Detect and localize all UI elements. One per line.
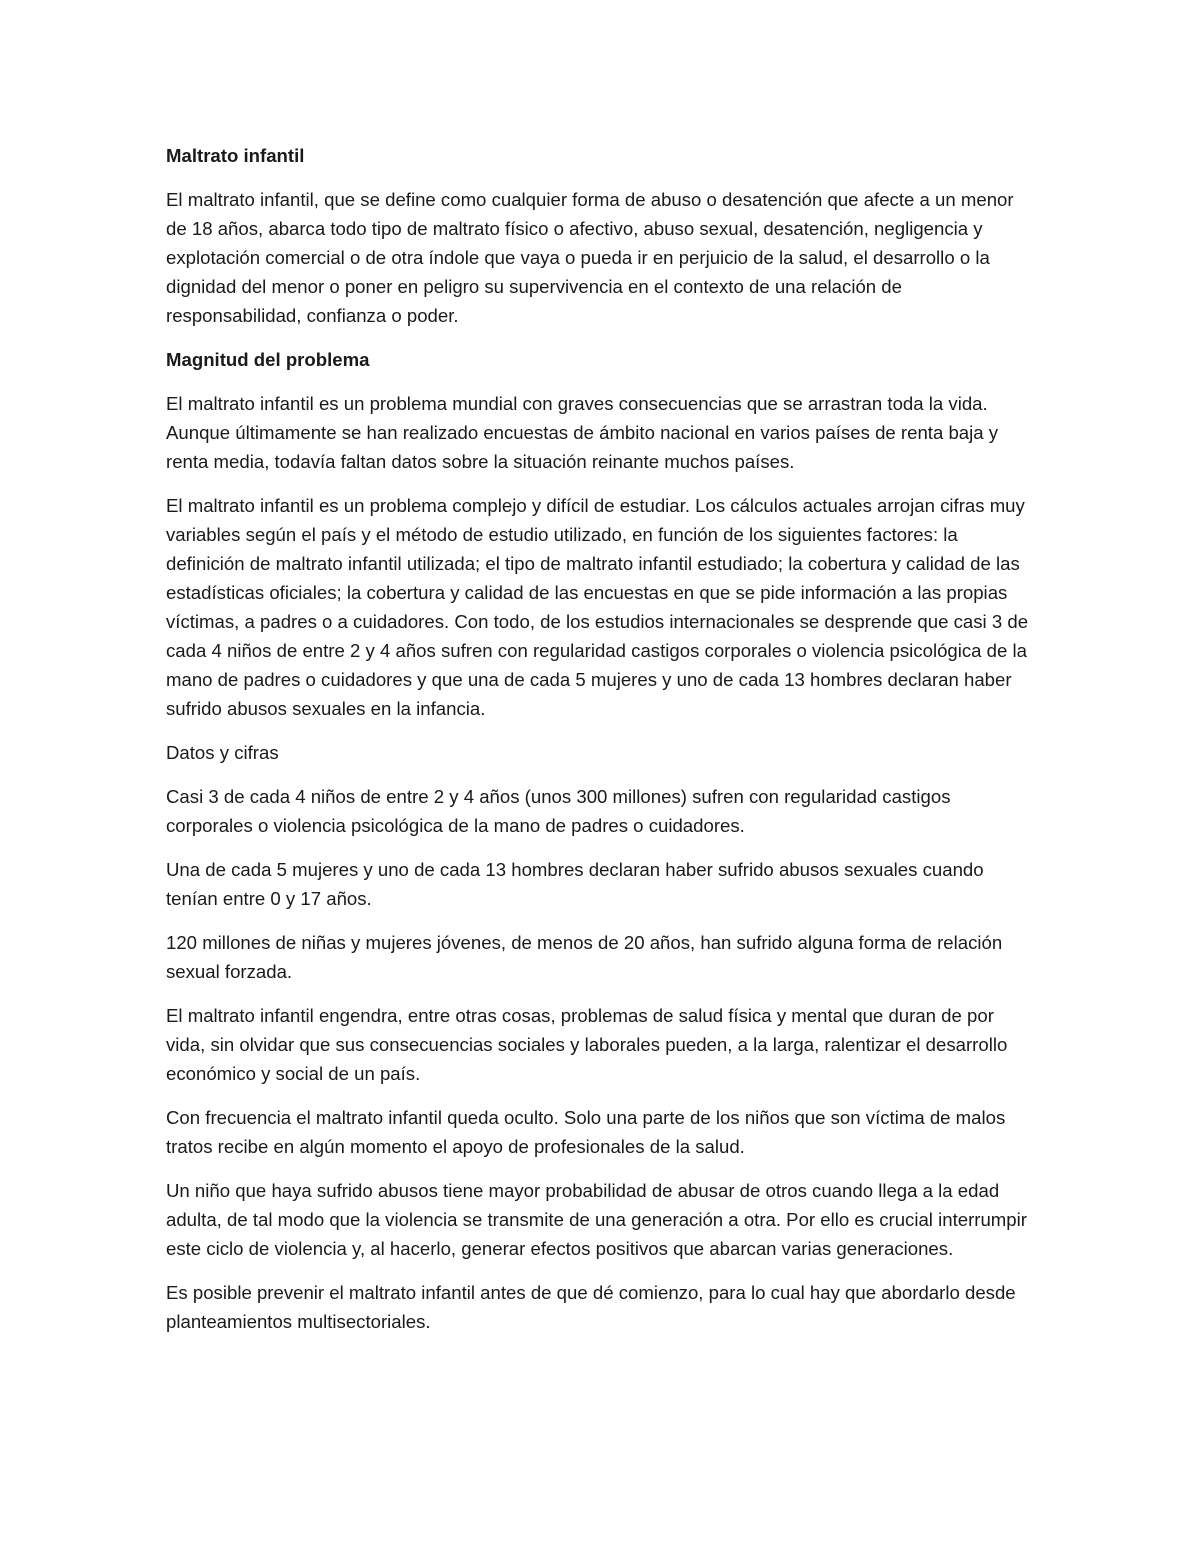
document-body bbox=[166, 141, 1036, 1351]
section-heading-datos: Datos y cifras bbox=[166, 742, 279, 763]
datos-paragraph: Es posible prevenir el maltrato infantil antes de que dé comienzo, para lo cual hay que abordarlo desde planteamientos multisectoriales. bbox=[166, 1282, 1016, 1332]
magnitud-paragraph: El maltrato infantil es un problema mundial con graves consecuencias que se arrastran toda la vida. Aunque últimamente se han realizado encuestas de ámbito nacional en varios países de renta baja y renta media, todavía faltan datos sobre la situación reinante muchos países. bbox=[166, 393, 999, 472]
magnitud-paragraph: El maltrato infantil es un problema complejo y difícil de estudiar. Los cálculos actuales arrojan cifras muy variables según el país y el método de estudio utilizado, en función de los siguientes factores: la definición de maltrato infantil utilizada; el tipo de maltrato infantil estudiado; la cobertura y calidad de las estadísticas oficiales; la cobertura y calidad de las encuestas en que se pide información a las propias víctimas, a padres o a cuidadores. Con todo, de los estudios internacionales se desprende que casi 3 de cada 4 niños de entre 2 y 4 años sufren con regularidad castigos corporales o violencia psicológica de la mano de padres o cuidadores y que una de cada 5 mujeres y uno de cada 13 hombres declaran haber sufrido abusos sexuales en la infancia. bbox=[166, 495, 1029, 719]
datos-paragraph: Una de cada 5 mujeres y uno de cada 13 hombres declaran haber sufrido abusos sexuales cuando tenían entre 0 y 17 años. bbox=[166, 859, 984, 909]
intro-paragraph: El maltrato infantil, que se define como cualquier forma de abuso o desatención que afecte a un menor de 18 años, abarca todo tipo de maltrato físico o afectivo, abuso sexual, desatención, negligencia y explotación comercial o de otra índole que vaya o pueda ir en perjuicio de la salud, el desarrollo o la dignidad del menor o poner en peligro su supervivencia en el contexto de una relación de responsabilidad, confianza o poder. bbox=[166, 189, 1014, 326]
datos-paragraph: 120 millones de niñas y mujeres jóvenes, de menos de 20 años, han sufrido alguna forma de relación sexual forzada. bbox=[166, 932, 1003, 982]
datos-paragraph: El maltrato infantil engendra, entre otras cosas, problemas de salud física y mental que duran de por vida, sin olvidar que sus consecuencias sociales y laborales pueden, a la larga, ralentizar el desarrollo económico y social de un país. bbox=[166, 1005, 1008, 1084]
document-title: Maltrato infantil bbox=[166, 145, 305, 166]
section-heading-magnitud: Magnitud del problema bbox=[166, 349, 370, 370]
datos-paragraph: Casi 3 de cada 4 niños de entre 2 y 4 años (unos 300 millones) sufren con regularidad castigos corporales o violencia psicológica de la mano de padres o cuidadores. bbox=[166, 786, 951, 836]
datos-paragraph: Un niño que haya sufrido abusos tiene mayor probabilidad de abusar de otros cuando llega a la edad adulta, de tal modo que la violencia se transmite de una generación a otra. Por ello es crucial interrumpir este ciclo de violencia y, al hacerlo, generar efectos positivos que abarcan varias generaciones. bbox=[166, 1180, 1027, 1259]
datos-paragraph: Con frecuencia el maltrato infantil queda oculto. Solo una parte de los niños que son víctima de malos tratos recibe en algún momento el apoyo de profesionales de la salud. bbox=[166, 1107, 1006, 1157]
